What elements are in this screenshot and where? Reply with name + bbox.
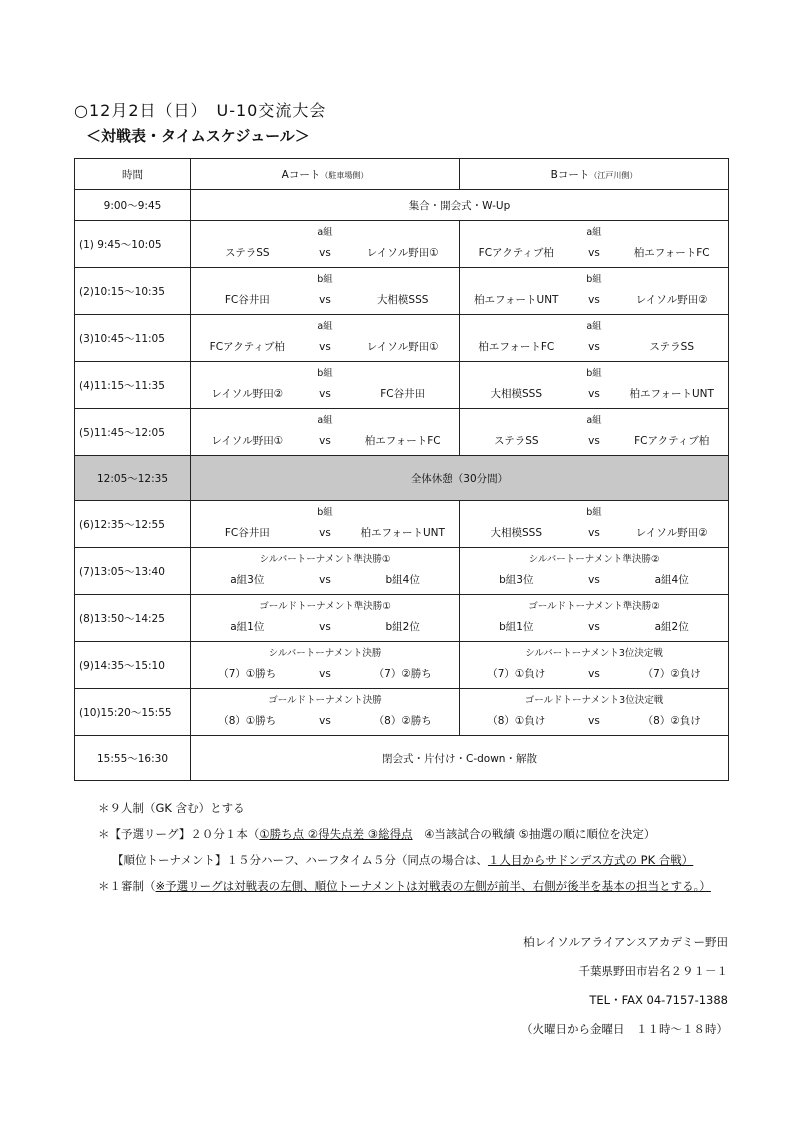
team-2: b組4位: [385, 574, 420, 586]
contact-footer: [521, 928, 728, 1044]
court-b-match: [460, 501, 729, 548]
court-a-match: [191, 642, 460, 689]
note-tournament: 【順位トーナメント】１５分ハーフ、ハーフタイム５分（同点の場合は、１人目からサドンデス方式の PK 合戦）: [112, 853, 694, 867]
team-2: b組2位: [385, 621, 420, 633]
court-a-match: [191, 221, 460, 268]
team-2: （8）②勝ち: [373, 715, 432, 727]
match-group: ゴールドトーナメント決勝: [268, 695, 382, 706]
vs-label: vs: [319, 526, 331, 539]
court-b-match: [460, 221, 729, 268]
team-2: レイソル野田①: [366, 341, 439, 353]
note-league: ＊【予選リーグ】２０分１本（①勝ち点 ②得失点差 ③総得点 ④当該試合の戦績 ⑤抽選の順に順位を決定）: [98, 827, 656, 841]
match-row: [75, 362, 729, 409]
vs-label: vs: [588, 573, 600, 586]
vs-label: vs: [319, 434, 331, 447]
vs-label: vs: [319, 246, 331, 259]
match-group: a組: [317, 227, 333, 238]
team-1: a組1位: [230, 621, 265, 633]
vs-label: vs: [588, 526, 600, 539]
match-group: ゴールドトーナメント3位決定戦: [524, 695, 664, 706]
match-row: [75, 548, 729, 595]
vs-label: vs: [319, 340, 331, 353]
match-group: b組: [586, 274, 602, 285]
court-a-match: [191, 501, 460, 548]
team-1: レイソル野田②: [211, 388, 284, 400]
team-2: 柏エフォートUNT: [360, 527, 445, 539]
vs-label: vs: [588, 387, 600, 400]
opening-event: 集合・開会式・W-Up: [191, 190, 729, 221]
footer-hours: （火曜日から金曜日 １１時～１８時）: [521, 1022, 728, 1036]
team-1: FCアクティブ柏: [209, 341, 285, 353]
note-players: ＊９人制（GK 含む）とする: [98, 801, 245, 815]
team-2: a組2位: [654, 621, 689, 633]
match-group: シルバートーナメント準決勝①: [259, 554, 391, 565]
match-group: ゴールドトーナメント準決勝②: [528, 601, 660, 612]
team-1: b組1位: [499, 621, 534, 633]
schedule-table: [74, 158, 729, 781]
match-time: (10)15:20～15:55: [75, 689, 191, 736]
team-2: 柏エフォートFC: [633, 247, 710, 259]
notes: [98, 795, 711, 899]
vs-label: vs: [319, 573, 331, 586]
match-time: (1) 9:45～10:05: [75, 221, 191, 268]
vs-label: vs: [588, 340, 600, 353]
vs-label: vs: [319, 387, 331, 400]
match-time: (9)14:35～15:10: [75, 642, 191, 689]
match-group: a組: [586, 321, 602, 332]
match-row: [75, 595, 729, 642]
vs-label: vs: [588, 620, 600, 633]
break-event: 全体休憩（30分間）: [191, 456, 729, 501]
court-a-match: [191, 315, 460, 362]
match-time: (5)11:45～12:05: [75, 409, 191, 456]
match-time: (4)11:15～11:35: [75, 362, 191, 409]
vs-label: vs: [319, 293, 331, 306]
break-row: [75, 456, 729, 501]
team-1: FC谷井田: [224, 294, 270, 306]
court-b-match: [460, 315, 729, 362]
team-1: FC谷井田: [224, 527, 270, 539]
team-1: ステラSS: [493, 435, 539, 447]
court-b-match: [460, 268, 729, 315]
match-group: a組: [586, 227, 602, 238]
team-2: FCアクティブ柏: [634, 435, 710, 447]
match-group: b組: [317, 274, 333, 285]
team-2: （7）②勝ち: [373, 668, 432, 680]
vs-label: vs: [319, 667, 331, 680]
match-group: ゴールドトーナメント準決勝①: [259, 601, 391, 612]
vs-label: vs: [588, 293, 600, 306]
vs-label: vs: [588, 714, 600, 727]
court-b-match: [460, 409, 729, 456]
footer-tel: TEL・FAX 04-7157-1388: [589, 993, 728, 1007]
team-1: （8）①勝ち: [218, 715, 277, 727]
match-group: b組: [317, 507, 333, 518]
vs-label: vs: [588, 246, 600, 259]
match-group: a組: [586, 415, 602, 426]
match-time: (8)13:50～14:25: [75, 595, 191, 642]
note-referee: ＊１審制（※予選リーグは対戦表の左側、順位トーナメントは対戦表の左側が前半、右側が後半を基本の担当とする。）: [98, 879, 711, 893]
vs-label: vs: [588, 667, 600, 680]
court-b-match: [460, 548, 729, 595]
header-time: 時間: [75, 159, 191, 190]
match-row: [75, 501, 729, 548]
team-1: （7）①勝ち: [218, 668, 277, 680]
team-1: 柏エフォートUNT: [474, 294, 559, 306]
court-a-match: [191, 689, 460, 736]
match-time: (3)10:45～11:05: [75, 315, 191, 362]
team-2: 大相模SSS: [376, 294, 429, 306]
court-b-match: [460, 689, 729, 736]
team-2: （8）②負け: [642, 715, 701, 727]
vs-label: vs: [319, 620, 331, 633]
team-1: ステラSS: [224, 247, 270, 259]
match-row: [75, 221, 729, 268]
match-row: [75, 642, 729, 689]
match-group: b組: [317, 368, 333, 379]
match-row: [75, 268, 729, 315]
page-subtitle: ＜対戦表・タイムスケジュール＞: [86, 127, 310, 145]
footer-address: 千葉県野田市岩名２９１－１: [578, 964, 728, 978]
court-a-match: [191, 548, 460, 595]
match-group: b組: [586, 507, 602, 518]
team-1: b組3位: [499, 574, 534, 586]
match-row: [75, 409, 729, 456]
match-row: [75, 315, 729, 362]
team-2: レイソル野田②: [635, 527, 708, 539]
header-court-a: Aコート（駐車場側）: [191, 159, 460, 190]
match-group: シルバートーナメント決勝: [268, 648, 382, 659]
team-2: ステラSS: [649, 341, 694, 353]
court-a-match: [191, 595, 460, 642]
opening-time: 9:00～9:45: [75, 190, 191, 221]
court-b-match: [460, 595, 729, 642]
closing-row: [75, 736, 729, 781]
match-row: [75, 689, 729, 736]
team-1: （8）①負け: [487, 715, 546, 727]
team-2: 柏エフォートFC: [364, 435, 441, 447]
footer-org: 柏レイソルアライアンスアカデミー野田: [523, 935, 728, 949]
header-court-b: Bコート（江戸川側）: [460, 159, 729, 190]
team-2: レイソル野田②: [635, 294, 708, 306]
team-2: a組4位: [654, 574, 689, 586]
team-1: 大相模SSS: [490, 388, 543, 400]
team-2: レイソル野田①: [366, 247, 439, 259]
team-1: （7）①負け: [487, 668, 546, 680]
team-1: 柏エフォートFC: [478, 341, 555, 353]
team-1: レイソル野田①: [211, 435, 284, 447]
match-group: b組: [586, 368, 602, 379]
match-group: シルバートーナメント準決勝②: [528, 554, 660, 565]
break-time: 12:05～12:35: [75, 456, 191, 501]
match-time: (6)12:35～12:55: [75, 501, 191, 548]
team-2: FC谷井田: [380, 388, 426, 400]
match-time: (7)13:05～13:40: [75, 548, 191, 595]
team-1: a組3位: [230, 574, 265, 586]
closing-time: 15:55～16:30: [75, 736, 191, 781]
court-a-match: [191, 409, 460, 456]
vs-label: vs: [319, 714, 331, 727]
match-group: a組: [317, 415, 333, 426]
court-a-match: [191, 268, 460, 315]
team-2: 柏エフォートUNT: [629, 388, 714, 400]
opening-row: [75, 190, 729, 221]
team-1: 大相模SSS: [490, 527, 543, 539]
match-time: (2)10:15～10:35: [75, 268, 191, 315]
vs-label: vs: [588, 434, 600, 447]
page-title: ○12月2日（日） U-10交流大会: [74, 101, 327, 120]
team-2: （7）②負け: [642, 668, 701, 680]
match-group: シルバートーナメント3位決定戦: [525, 648, 663, 659]
court-b-match: [460, 642, 729, 689]
court-b-match: [460, 362, 729, 409]
table-header-row: [75, 159, 729, 190]
court-a-match: [191, 362, 460, 409]
team-1: FCアクティブ柏: [478, 247, 554, 259]
match-group: a組: [317, 321, 333, 332]
closing-event: 閉会式・片付け・C-down・解散: [191, 736, 729, 781]
